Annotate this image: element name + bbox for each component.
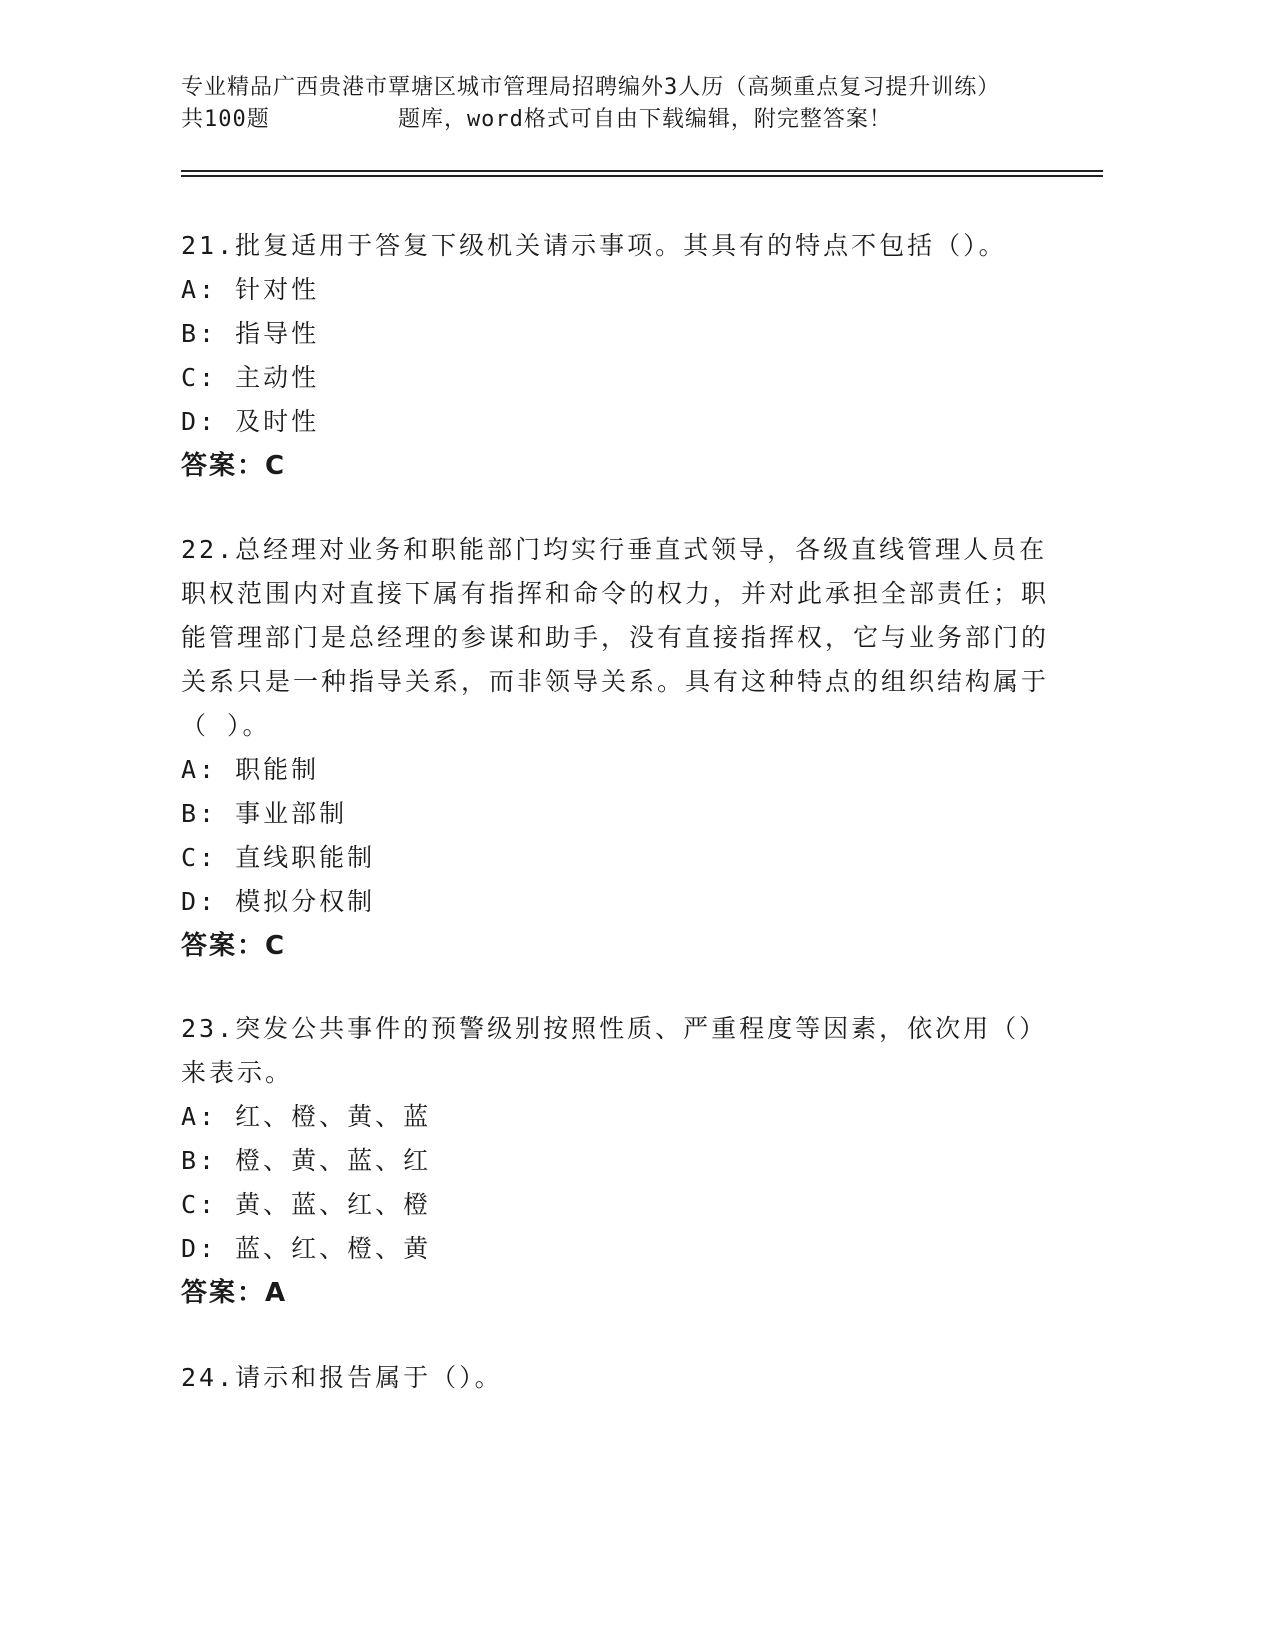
option-b: B: 指导性 bbox=[181, 319, 320, 348]
question-stem: 22.总经理对业务和职能部门均实行垂直式领导，各级直线管理人员在职权范围内对直接下属有指挥和命令的权力，并对此承担全部责任；职能管理部门是总经理的参谋和助手，没有直接指挥权，它与业务部门的关系只是一种指导关系，而非领导关系。具有这种特点的组织结构属于（ ）。 bbox=[181, 535, 1050, 740]
answer-line: 答案：C bbox=[181, 451, 287, 481]
option-c: C: 黄、蓝、红、橙 bbox=[181, 1190, 432, 1219]
option-b: B: 事业部制 bbox=[181, 799, 348, 828]
question-23 bbox=[181, 1007, 1061, 1315]
question-24 bbox=[181, 1356, 1061, 1400]
option-d: D: 蓝、红、橙、黄 bbox=[181, 1234, 432, 1263]
option-a: A: 职能制 bbox=[181, 755, 320, 784]
header-divider-top bbox=[181, 170, 1103, 172]
option-c: C: 主动性 bbox=[181, 363, 320, 392]
option-d: D: 模拟分权制 bbox=[181, 887, 376, 916]
option-b: B: 橙、黄、蓝、红 bbox=[181, 1146, 432, 1175]
option-a: A: 针对性 bbox=[181, 275, 320, 304]
question-stem: 23.突发公共事件的预警级别按照性质、严重程度等因素，依次用（）来表示。 bbox=[181, 1014, 1048, 1087]
option-a: A: 红、橙、黄、蓝 bbox=[181, 1102, 432, 1131]
header-divider-bottom bbox=[181, 175, 1103, 177]
answer-line: 答案：C bbox=[181, 931, 287, 961]
answer-line: 答案：A bbox=[181, 1278, 288, 1308]
question-21 bbox=[181, 224, 1061, 488]
option-c: C: 直线职能制 bbox=[181, 843, 376, 872]
question-22 bbox=[181, 528, 1061, 968]
header-subtitle-line: 共100题 题库，word格式可自由下载编辑，附完整答案！ bbox=[181, 107, 892, 132]
option-d: D: 及时性 bbox=[181, 407, 320, 436]
document-header bbox=[181, 72, 1081, 136]
question-stem: 24.请示和报告属于（）。 bbox=[181, 1363, 503, 1392]
header-title-line: 专业精品广西贵港市覃塘区城市管理局招聘编外3人历（高频重点复习提升训练） bbox=[181, 75, 1001, 100]
question-stem: 21.批复适用于答复下级机关请示事项。其具有的特点不包括（）。 bbox=[181, 231, 1007, 260]
